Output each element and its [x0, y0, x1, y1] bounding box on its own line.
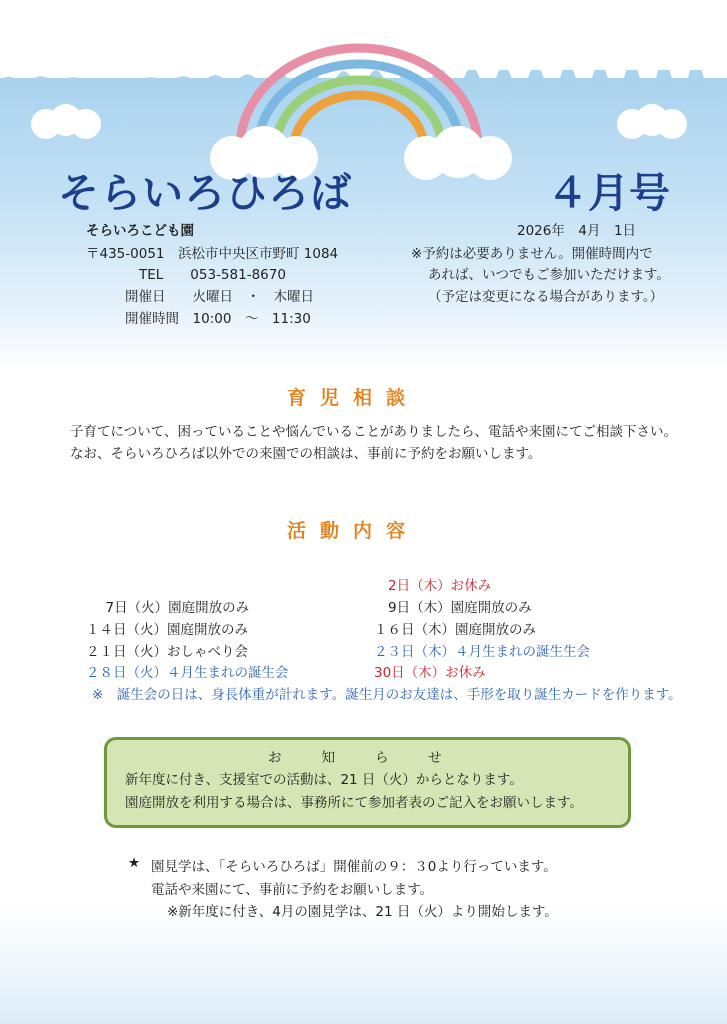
- consultation-text-2: なお、そらいろひろば以外での来園での相談は、事前に予約をお願いします。: [70, 446, 542, 462]
- activity-tuesday: 7日（火）園庭開放のみ: [92, 600, 250, 616]
- open-days: 開催日 火曜日 ・ 木曜日: [125, 289, 314, 305]
- phone-number: TEL 053-581-8670: [139, 267, 286, 283]
- star-icon: ★: [128, 855, 141, 871]
- activity-thursday: 30日（木）お休み: [374, 665, 486, 681]
- consultation-heading: 育児相談: [287, 387, 420, 409]
- reservation-note-1: ※予約は必要ありません。開催時間内で: [411, 246, 653, 262]
- issue-date: 2026年 4月 1日: [517, 223, 637, 239]
- activity-thursday: １６日（木）園庭開放のみ: [374, 622, 536, 638]
- address: 〒435-0051 浜松市中央区市野町 1084: [86, 246, 339, 262]
- cloud: [398, 126, 518, 182]
- notice-line-2: 園庭開放を利用する場合は、事務所にて参加者表のご記入をお願いします。: [125, 795, 583, 811]
- consultation-text-1: 子育てについて、困っていることや悩んでいることがありましたら、電話や来園にてご相談下さい。: [70, 424, 677, 440]
- activity-thursday: ２３日（木）４月生まれの誕生生会: [374, 644, 590, 660]
- notice-line-1: 新年度に付き、支援室での活動は、21 日（火）からとなります。: [125, 772, 523, 788]
- activity-tuesday: ２８日（火）４月生まれの誕生会: [86, 665, 289, 681]
- activity-thursday: 9日（木）園庭開放のみ: [388, 600, 532, 616]
- reservation-note-2: あれば、いつでもご参加いただけます。: [428, 267, 670, 283]
- activities-heading: 活動内容: [287, 520, 420, 542]
- cloud: [614, 104, 690, 140]
- issue-label: ４月号: [547, 169, 670, 217]
- cloud: [28, 104, 104, 140]
- visit-line-1: 園見学は、「そらいろひろば」開催前の９：３0より行っています。: [151, 859, 557, 875]
- open-hours: 開催時間 10:00 ～ 11:30: [125, 311, 311, 327]
- activity-tuesday: ２１日（火）おしゃべり会: [86, 644, 248, 660]
- notice-title: お知らせ: [268, 750, 482, 766]
- visit-line-3: ※新年度に付き、4月の園見学は、21 日（火）より開始します。: [167, 904, 558, 920]
- activity-thursday: 2日（木）お休み: [388, 578, 492, 594]
- activity-tuesday: １４日（火）園庭開放のみ: [86, 622, 248, 638]
- newsletter-title: そらいろひろば: [58, 169, 352, 217]
- visit-line-2: 電話や来園にて、事前に予約をお願いします。: [151, 882, 434, 898]
- reservation-note-3: （予定は変更になる場合があります。）: [428, 289, 664, 305]
- org-name: そらいろこども園: [86, 223, 194, 239]
- birthday-note: ※ 誕生会の日は、身長体重が計れます。誕生月のお友達は、手形を取り誕生カードを作ります。: [92, 687, 682, 703]
